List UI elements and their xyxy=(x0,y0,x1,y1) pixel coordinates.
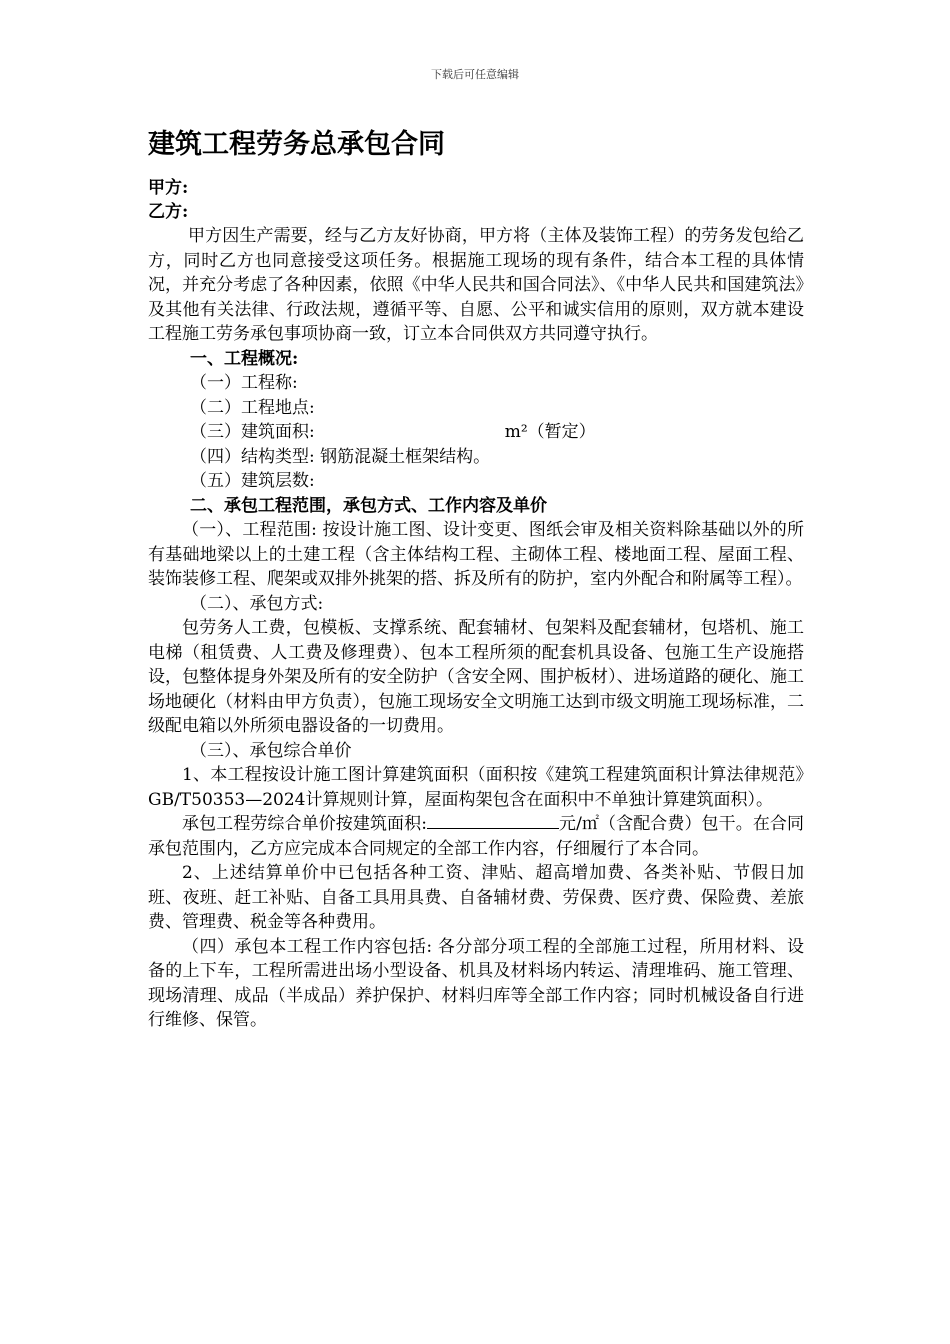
price-unit-lead: 承包工程劳综合单价按建筑面积: xyxy=(182,814,427,834)
building-area-label: （三）建筑面积: xyxy=(190,422,315,442)
price-unit-tail: 元/㎡（含配合费）包干。在合同承包范围内，乙方应完成本合同规定的全部工作内容，仔细履行了本合同。 xyxy=(148,814,804,859)
price-clause-2: 2、上述结算单价中已包括各种工资、津贴、超高增加费、各类补贴、节假日加班、夜班、赶工补贴、自备工具用具费、自备辅材费、劳保费、医疗费、保险费、差旅费、管理费、税金等各种费用。 xyxy=(148,863,804,932)
header-note: 下载后可任意编辑 xyxy=(431,68,519,81)
item-structure-type: （四）结构类型: 钢筋混凝土框架结构。 xyxy=(190,446,491,467)
price-unit-blank xyxy=(427,812,559,829)
party-a-label: 甲方: xyxy=(148,178,189,198)
section2-heading: 二、承包工程范围，承包方式、工作内容及单价 xyxy=(190,495,547,516)
party-b-label: 乙方: xyxy=(148,202,189,222)
intro-paragraph: 甲方因生产需要，经与乙方友好协商，甲方将（主体及装饰工程）的劳务发包给乙方，同时乙方也同意接受这项任务。根据施工现场的现有条件，结合本工程的具体情况，并充分考虑了各种因素，依照《中华人民共和国合同法》、《中华人民共和国建筑法》及其他有关法律、行政法规，遵循平等、自愿、公平和诚实信用的原则，双方就本建设工程施工劳务承包事项协商一致，订立本合同供双方共同遵守执行。 xyxy=(148,226,804,344)
price-unit-paragraph xyxy=(148,812,804,861)
item-project-location: （二）工程地点: xyxy=(190,397,315,418)
item-project-name: （一）工程称: xyxy=(190,373,298,393)
price-title: （三）、承包综合单价 xyxy=(190,740,352,761)
method-paragraph: 包劳务人工费，包模板、支撑系统、配套辅材、包架料及配套辅材，包塔机、施工电梯（租赁费、人工费及修理费）、包本工程所须的配套机具设备、包施工生产设施搭设，包整体提身外架及所有的安全防护（含安全网、围护板材）、进场道路的硬化、施工场地硬化（材料由甲方负责），包施工现场安全文明施工达到市级文明施工现场标准，二级配电箱以外所须电器设备的一切费用。 xyxy=(148,618,804,736)
item-floors: （五）建筑层数: xyxy=(190,471,315,491)
section1-heading: 一、工程概况: xyxy=(190,348,299,369)
price-clause-1: 1、本工程按设计施工图计算建筑面积（面积按《建筑工程建筑面积计算法律规范》GB/T50353—2024计算规则计算，屋面构架包含在面积中不单独计算建筑面积）。 xyxy=(148,765,804,810)
document-body xyxy=(148,128,804,1033)
contract-title: 建筑工程劳务总承包合同 xyxy=(148,129,445,160)
scope-paragraph: （一）、工程范围: 按设计施工图、设计变更、图纸会审及相关资料除基础以外的所有基础地梁以上的土建工程（含主体结构工程、主砌体工程、楼地面工程、屋面工程、装饰装修工程、爬架或双排外挑架的搭、拆及所有的防护，室内外配合和附属等工程）。 xyxy=(148,520,804,589)
building-area-unit: m²（暂定） xyxy=(504,422,596,442)
method-title: （二）、承包方式: xyxy=(190,593,324,614)
work-content-paragraph: （四）承包本工程工作内容包括: 各分部分项工程的全部施工过程，所用材料、设备的上下车，工程所需进出场小型设备、机具及材料场内转运、清理堆码、施工管理、现场清理、成品（半成品）养护保护、材料归库等全部工作内容；同时机械设备自行进行维修、保管。 xyxy=(148,936,804,1030)
item-building-area xyxy=(148,420,804,445)
